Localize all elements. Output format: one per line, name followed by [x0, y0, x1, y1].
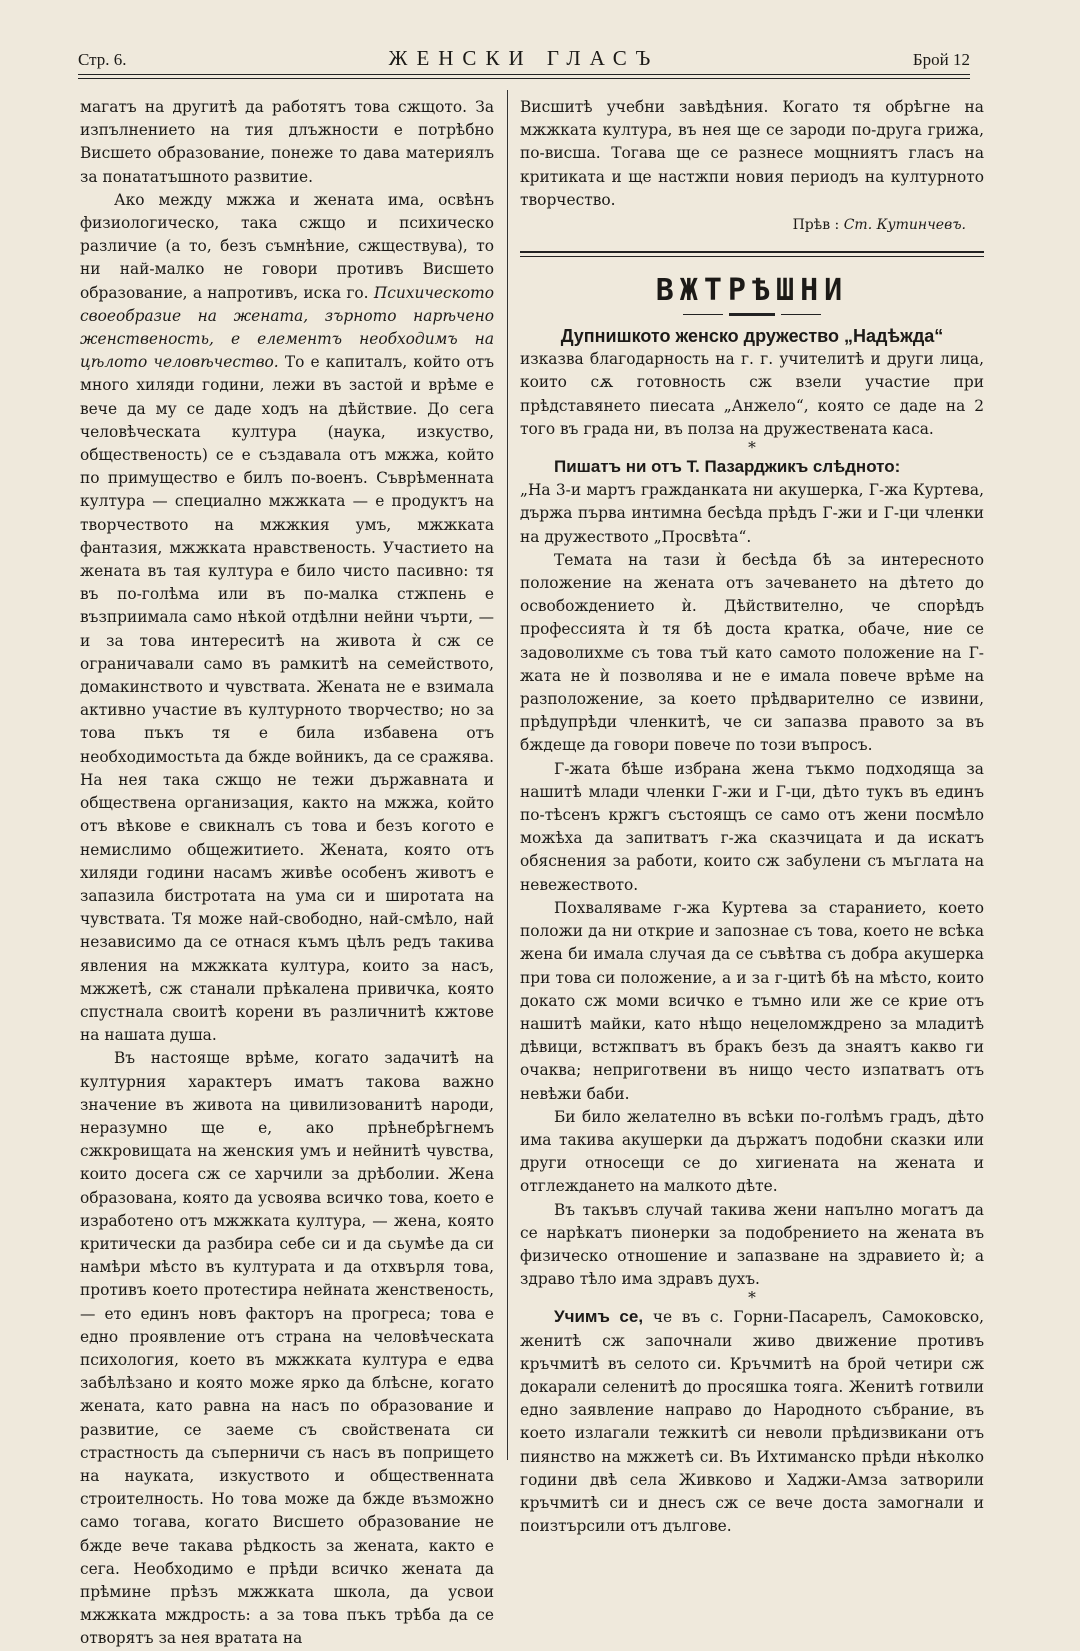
paragraph-text: че въ с. Горни-Пасарелъ, Самоковско, женитѣ сж започнали живо движение противъ кръчмитѣ въ селото си. Кръчмитѣ на брой четири сж докарали селенитѣ до просяшка тояга. Женитѣ готвили едно заявление направо до Народното събрание, въ което излагали тежкитѣ си неволи прѣдизвикани отъ пиянство на мжжетѣ си. Въ Ихтиманско прѣди нѣколко години двѣ села Живково и Хаджи-Амза затворили кръчмитѣ си и днесъ сж се вече доста замогнали и поизтърсили отъ дългове.: [520, 1308, 984, 1536]
section-rule-thin: [520, 256, 984, 257]
paragraph-text: Ако между мжжа и жената има, освѣнъ физиологическо, така сжщо и психическо различие (а то, безъ съмнѣние, сжществува), то ни най-малко не говори противъ Висшето образование, а напротивъ, иска го.: [80, 190, 494, 302]
paragraph: „На 3-и мартъ гражданката ни акушерка, Г-жа Куртева, държа първа интимна бесѣда прѣдъ Г-жи и Г-ци членки на дружеството „Просвѣта“.: [520, 481, 984, 546]
paragraph: Похваляваме г-жа Куртева за старанието, което положи да ни открие и запознае съ това, което не всѣка жена би имала случая да се съвѣтва съ добра акушерка при това си положение, а и за г-цитѣ бѣ на мѣсто, които докато сж моми всичко е тъмно или же се крие отъ нашитѣ майки, като нѣщо нецеломждрено за младитѣ дѣвици, встжпватъ въ бракъ безъ да знаятъ какво ги очаква; неприготвени въ нищо често изпатватъ отъ невѣжи баби.: [520, 898, 984, 1103]
news-lead: Пишатъ ни отъ Т. Пазарджикъ слѣдното:: [554, 457, 901, 477]
separator-star: *: [748, 439, 756, 458]
paragraph: Г-жата бѣше избрана жена тъкмо подходяща за нашитѣ млади членки Г-жи и Г-ци, дѣто тукъ въ единъ по-тѣсенъ кржгъ състоящъ се само отъ жени посмѣло можѣха да запитватъ г-жа сказчицата и да искатъ обяснения за работи, които сж забулени съ мъглата на невежеството.: [520, 759, 984, 894]
page-header: [78, 46, 970, 74]
italic-emphasis: Психическото своеобразие на жената, зърното нарѣчено женственость, е елементъ необходимъ на цѣлото человѣчество.: [80, 283, 494, 372]
section-rule: [520, 251, 984, 253]
news-headline: Дупнишкото женско дружество „Надѣжда“: [560, 326, 944, 347]
column-divider: [507, 90, 508, 1460]
paragraph: [80, 189, 494, 1048]
header-rule-thin: [78, 78, 970, 79]
paragraph: Въ такъвъ случай такива жени напълно могатъ да се нарѣкатъ пионерки за подобрението на жената въ физическо отношение и запазване на здравието ѝ; а здраво тѣло има здравъ духъ.: [520, 1200, 984, 1289]
paragraph: Въ настояще врѣме, когато задачитѣ на културния характеръ иматъ такова важно значение въ живота на цивилизованитѣ народи, неразумно ще е, ако прѣнебрѣгнемъ сжкровищата на женския умъ и нейнитѣ чувства, които досега сж се харчили за дрѣболии. Жена образована, която да усвоява всичко това, което е изработено отъ мжжката култура, — жена, която критически да разбира себе си и да сьумѣе да си намѣри мѣсто въ културата и да отхвърля това, противъ което протестира нейната женственость, — ето единъ новъ факторъ на прогреса; това е едно проявление отъ страна на человѣческата психология, което въ мжжката култура е едва забѣлѣзано и която може ярко да блѣсне, когато жената, като равна на насъ по образование и развитие, се заеме съ свойствената си страстность да съперничи съ насъ въ попрището на науката, изкуството и общественната строителность. Но това може да бжде възможно само тогава, когато Висшето образование не бжде вече такава рѣдкость за жената, както е сега. Необходимо е прѣди всичко жената да прѣмине прѣзъ мжжката школа, да усвои мжжката мждрость: а за това пъкъ трѣба да се отворятъ за нея вратата на: [80, 1049, 494, 1648]
author-signature: [520, 214, 984, 237]
section-title: ВЖТРѢШНИ: [655, 273, 849, 309]
translator-label: Прѣв :: [792, 217, 840, 234]
paragraph: [520, 455, 984, 479]
paragraph: [520, 1305, 984, 1538]
news-lead: Учимъ се,: [554, 1307, 644, 1327]
issue-number: Брой 12: [912, 50, 970, 69]
separator-star: *: [748, 1289, 756, 1308]
paragraph-text: То е капиталъ, който отъ много хиляди години, лежи въ застой и врѣме е вече да му се даде ходъ на дѣйствие. До сега человѣческата култура (наука, изкуство, общественость) се е създавала отъ мжжа, който по примущество е билъ по-военъ. Съврѣменната култура — специално мжжката — е продуктъ на творчеството на мжжкия умъ, мжжката фантазия, мжжката нравственость. Участието на жената въ тая култура е било чисто пасивно: тя въ по-голѣма или въ по-малка стжпень е възприимала само нѣкой отдѣлни нейни чърти, — и за това интереситѣ на живота ѝ сж се ограничавали само въ рамкитѣ на семейството, домакинството и чувствата. Жената не е взимала активно участие въ културното творчество; но за това пъкъ тя е била избавена отъ необходимостьта да бжде войникъ, да се сражява. На нея така сжщо не тежи държавната и обществена организация, както на мжжа, който отъ вѣкове е свикналъ съ това и безъ когото е немислимо общежитието. Жената, която отъ хиляди години насамъ живѣе особенъ животъ е запазила бистротата на ума си и широтата на чувствата. Тя може най-свободно, най-смѣло, най независимо да се отнася къмъ цѣлъ редъ такива явления на мжжката култура, които за насъ, мжжетѣ, сж станали прѣкалена привичка, която спустнала своитѣ корени въ различнитѣ кжтове на нашата душа.: [80, 353, 494, 1045]
paragraph: Би било желателно въ всѣки по-голѣмъ градъ, дѣто има такива акушерки да държатъ подобни сказки или други относещи се до хигиената на жената и отглеждането на малкото дѣте.: [520, 1107, 984, 1196]
paragraph: изказва благодарность на г. г. учителитѣ и други лица, които сѫ готовность сж взели участие при прѣдставянето пиесата „Анжело“, която се даде на 2 того въ града ни, въ полза на дружествената каса.: [520, 350, 984, 438]
right-column: [520, 96, 984, 1538]
paragraph: магатъ на другитѣ да работятъ това сжщото. За изпълнението на тия длъжности е потрѣбно Висшето образование, понеже то дава материялъ за понататъшното развитие.: [80, 98, 494, 186]
newspaper-title: ЖЕНСКИ ГЛАСЪ: [388, 46, 660, 70]
paragraph: Висшитѣ учебни завѣдѣния. Когато тя обрѣгне на мжжката култура, въ нея ще се зароди по-друга грижа, по-висша. Тогава ще се разнесе мощниятъ гласъ на критиката и ще настжпи новия периодъ на културното творчество.: [520, 98, 984, 209]
ornament-divider: [729, 313, 775, 316]
header-rule: [78, 74, 970, 75]
paragraph: Темата на тази ѝ бесѣда бѣ за интересното положение на жената отъ зачеването на дѣтето до освобождението ѝ. Дѣйствително, че спорѣдъ профессията ѝ тя бѣ доста кратка, обаче, ние се задоволихме съ това тъй като самото положение на Г-жата не ѝ позволява и не е имала повече врѣме на разположение, за което прѣдварително се извини, прѣдупрѣди членкитѣ, че си запазва правото за въ бждеще да говори повече по този въпросъ.: [520, 550, 984, 755]
author-name: Ст. Кутинчевъ.: [843, 217, 966, 234]
page-number: Стр. 6.: [78, 50, 127, 69]
left-column: [80, 96, 494, 1651]
